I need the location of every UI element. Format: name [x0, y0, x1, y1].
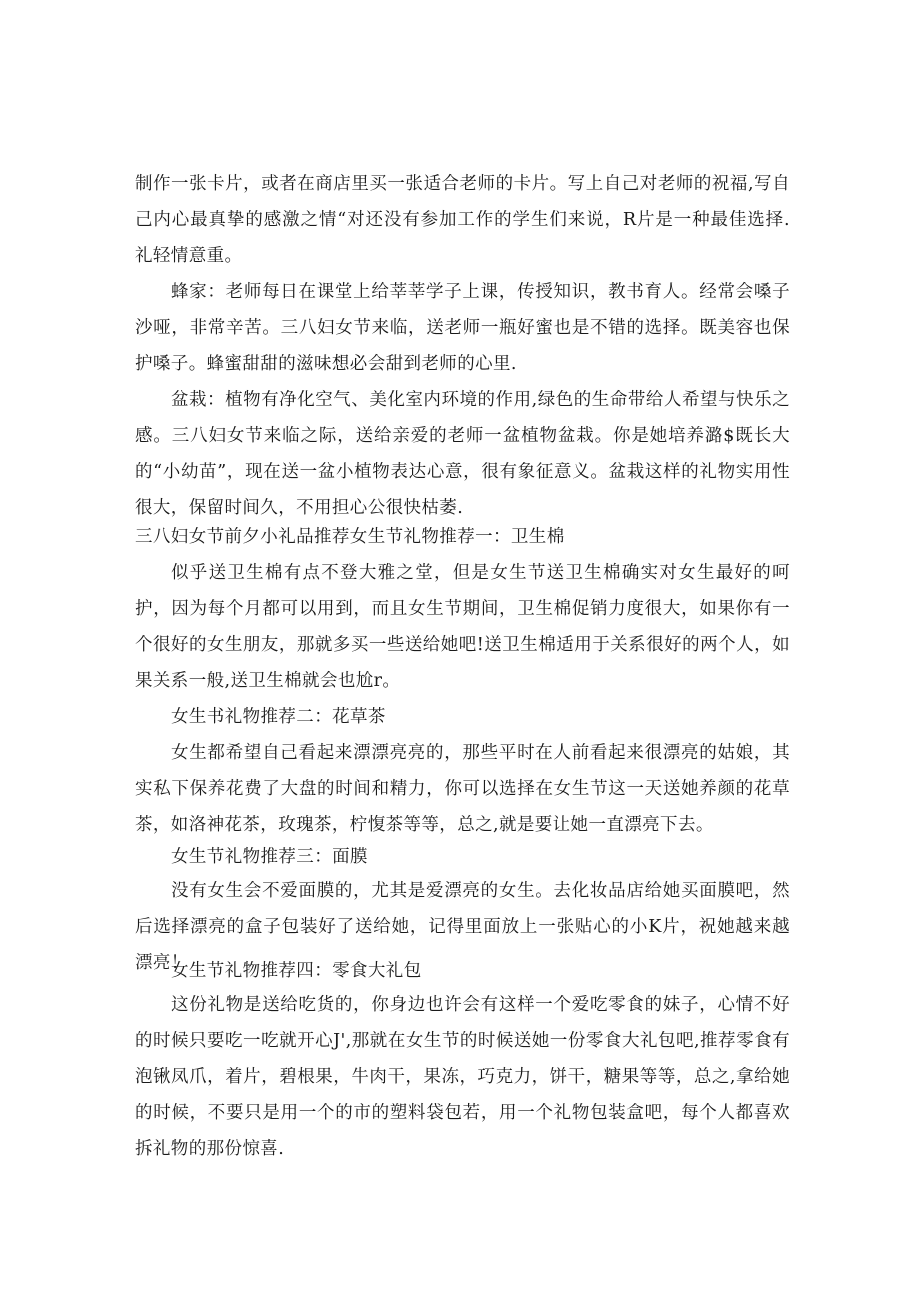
heading-recommendation-two: 女生书礼物推荐二：花草茶	[171, 707, 386, 727]
paragraph-potted-plant-gift: 盆栽：植物有净化空气、美化室内环境的作用,绿色的生命带给人希望与快乐之感。三八妇女节来临之际，送给亲爱的老师一盆植物盆栽。你是她培养潞$既长大的“小幼苗”，现在送一盆小植物表达心意，很有象征意义。盆栽这样的礼物实用性很大，保留时间久，不用担心公很快枯萎.	[135, 390, 790, 518]
paragraph-sanitary-pads: 似乎送卫生棉有点不登大雅之堂，但是女生节送卫生棉确实对女生最好的呵护，因为每个月都可以用到，而且女生节期间，卫生棉促销力度很大，如果你有一个很好的女生朋友，那就多买一些送给她吧!送卫生棉适用于关系很好的两个人，如果关系一般,送卫生棉就会也尬r。	[135, 563, 790, 691]
paragraph-herbal-tea: 女生都希望自己看起来漂漂亮亮的，那些平时在人前看起来很漂亮的姑娘，其实私下保养花费了大盘的时间和精力，你可以选择在女生节这一天送她养颜的花草茶，如洛神花茶，玫瑰茶，柠愎茶等等，总之,就是要让她一直漂亮下去。	[135, 743, 790, 835]
paragraph-face-mask: 没有女生会不爱面膜的，尤其是爱漂亮的女生。去化妆品店给她买面膜吧，然后选择漂亮的盒子包装好了送给她，记得里面放上一张贴心的小K片，祝她越来越漂亮！	[135, 881, 790, 973]
heading-recommendation-four: 女生节礼物推荐四：零食大礼包	[171, 961, 422, 981]
paragraph-card-gift: 制作一张卡片，或者在商店里买一张适合老师的卡片。写上自己对老师的祝福,写自己内心最真挚的感激之情“对还没有参加工作的学生们来说，R片是一种最佳选择.礼轻情意重。	[135, 174, 790, 266]
paragraph-honey-gift: 蜂家：老师每日在课堂上给莘莘学子上课，传授知识，教书育人。经常会嗓子沙哑，非常辛苦。三八妇女节来临，送老师一瓶好蜜也是不错的选择。既美容也保护嗓子。蜂蜜甜甜的滋味想必会甜到老师的心里.	[135, 282, 790, 374]
paragraph-snack-pack: 这份礼物是送给吃货的，你身边也许会有这样一个爱吃零食的妹子，心情不好的时候只要吃一吃就开心J',那就在女生节的时候送她一份零食大礼包吧,推荐零食有泡锹凤爪，着片，碧根果，牛肉干，果冻，巧克力，饼干，糖果等等，总之,拿给她的时候，不要只是用一个的市的塑料袋包若，用一个礼物包装盒吧，每个人都喜欢拆礼物的那份惊喜.	[135, 995, 790, 1159]
heading-recommendation-three: 女生节礼物推荐三：面膜	[171, 847, 368, 867]
section-heading-recommendation-one: 三八妇女节前夕小礼品推荐女生节礼物推荐一：卫生棉	[135, 527, 565, 547]
